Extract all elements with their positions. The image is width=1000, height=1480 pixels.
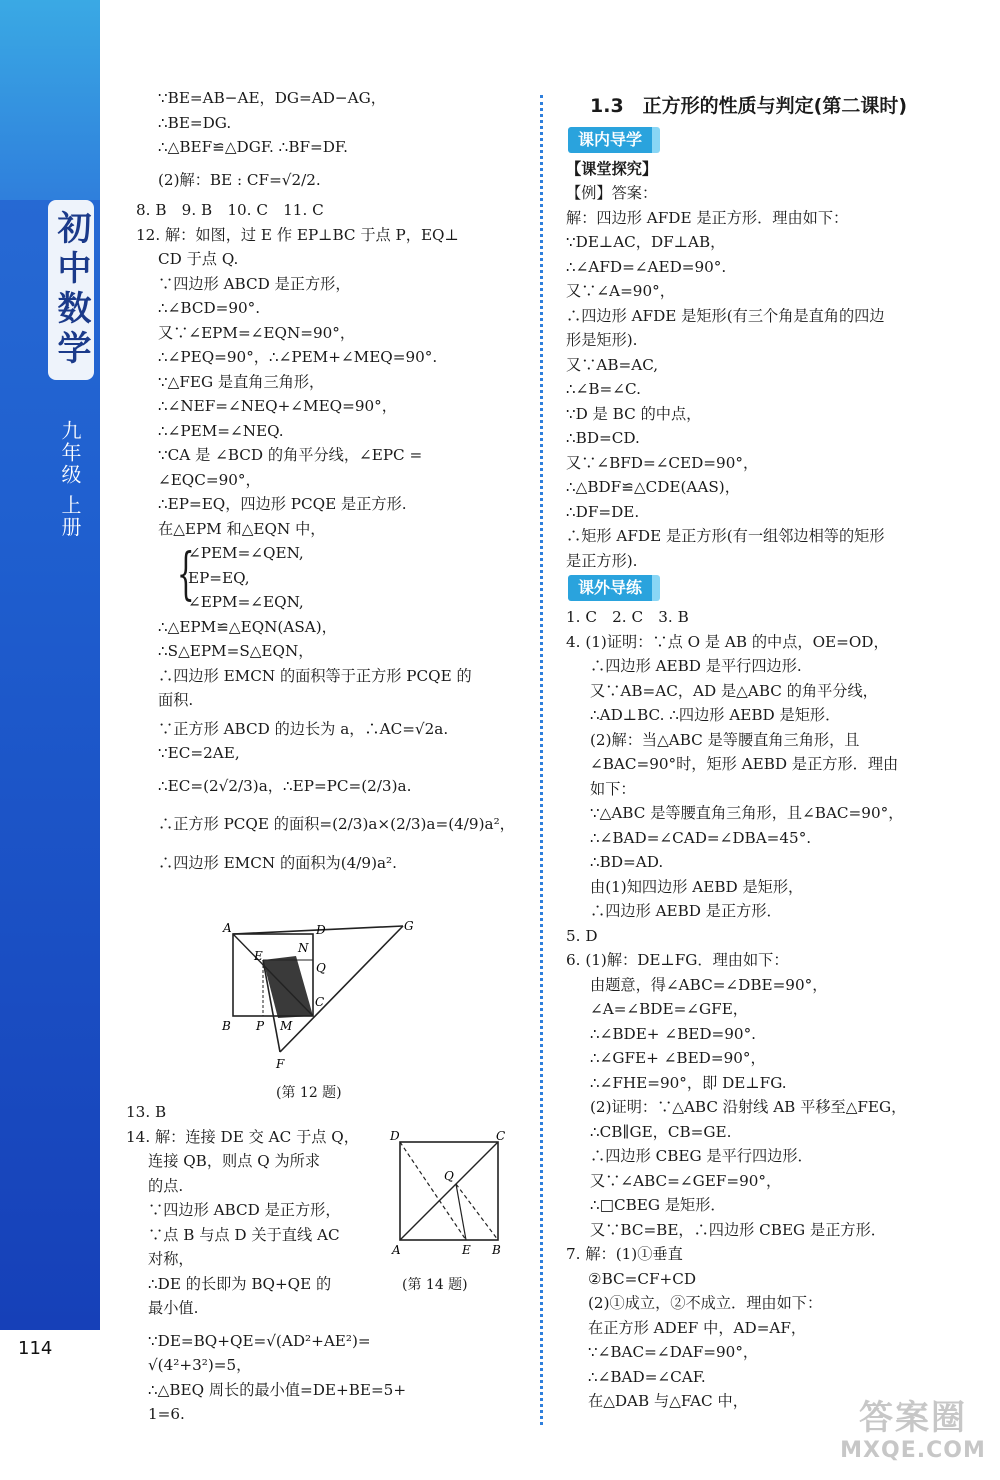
- text-line: ②BC=CF+CD: [588, 1269, 697, 1288]
- diagonal-ac: [400, 1142, 498, 1240]
- text-line: ∵△ABC 是等腰直角三角形，且∠BAC=90°，: [590, 804, 904, 822]
- text-line: ∴∠GFE+ ∠BED=90°，: [590, 1049, 766, 1067]
- text-line: ∠BAC=90°时，矩形 AEBD 是正方形．理由: [590, 755, 899, 773]
- label-d: D: [316, 923, 326, 937]
- text-line: ∴△EPM≌△EQN(ASA)，: [158, 617, 337, 636]
- text-line: (2)解：BE : CF=√2/2.: [158, 170, 321, 189]
- left-column: [136, 86, 514, 875]
- text-line: 又∵BC=BE，∴四边形 CBEG 是正方形．: [590, 1220, 886, 1239]
- text-line: ∠EPM=∠EQN,: [188, 593, 304, 611]
- figure-12-caption: (第 12 题): [276, 1085, 342, 1101]
- label-q: Q: [316, 961, 326, 975]
- text-line: 对称，: [148, 1250, 194, 1268]
- label-e: E: [254, 949, 263, 963]
- text-line: 又∵∠EPM=∠EQN=90°，: [158, 323, 356, 342]
- text-line: ∴∠BAD=∠CAF.: [588, 1367, 706, 1386]
- brace-group: [158, 541, 514, 615]
- label-e: E: [462, 1243, 471, 1257]
- section-title: 1.3 正方形的性质与判定(第二课时): [590, 95, 908, 117]
- label-c: C: [496, 1129, 506, 1143]
- text-line: ∴BD=AD.: [590, 853, 664, 871]
- left-brace: {: [176, 542, 195, 607]
- text-line: ∴四边形 AFDE 是矩形(有三个角是直角的四边: [566, 306, 885, 325]
- text-line: 由题意，得∠ABC=∠DBE=90°，: [590, 975, 828, 994]
- left-column-lower: [126, 1100, 407, 1427]
- label-a: A: [392, 1243, 401, 1257]
- text-line: ∴□CBEG 是矩形．: [590, 1196, 726, 1214]
- text-line: ∴四边形 CBEG 是平行四边形．: [590, 1147, 813, 1165]
- text-line: 如下：: [590, 779, 636, 798]
- watermark-url: MXQE.COM: [840, 1438, 986, 1463]
- text-line: 面积.: [158, 691, 194, 709]
- text-line: 是正方形).: [566, 551, 638, 570]
- text-line: ∴∠AFD=∠AED=90°.: [566, 257, 727, 276]
- sidebar-top-band: [0, 0, 100, 200]
- page-number: 114: [18, 1338, 53, 1359]
- text-line: ∵EC=2AE,: [158, 744, 240, 762]
- subheading: 【课堂探究】: [566, 159, 658, 178]
- text-line: (2)解：当△ABC 是等腰直角三角形，且: [590, 730, 860, 749]
- line-qb: [456, 1184, 498, 1240]
- text-line: 12. 解：如图，过 E 作 EP⊥BC 于点 P，EQ⊥: [136, 225, 459, 244]
- text-line: ∴矩形 AFDE 是正方形(有一组邻边相等的矩形: [566, 527, 885, 545]
- text-line: 又∵AB=AC,: [566, 355, 659, 374]
- text-line: ∵DE⊥AC，DF⊥AB，: [566, 233, 726, 251]
- text-line: (2)①成立，②不成立．理由如下：: [588, 1294, 823, 1312]
- label-d: D: [390, 1129, 400, 1143]
- text-line: ∵四边形 ABCD 是正方形，: [148, 1201, 341, 1219]
- text-line: (2)证明：∵△ABC 沿射线 AB 平移至△FEG，: [590, 1098, 907, 1116]
- text-line: ∴DE 的长即为 BQ+QE 的: [148, 1274, 332, 1293]
- watermark: [838, 1398, 988, 1470]
- text-line: ∴BE=DG.: [158, 113, 232, 132]
- label-q: Q: [444, 1169, 454, 1183]
- text-line: ∴CB∥GE，CB=GE.: [590, 1122, 732, 1141]
- label-n: N: [298, 941, 309, 955]
- tag-in-class: 课内导学: [568, 127, 660, 153]
- text-line: ∵D 是 BC 的中点，: [566, 404, 702, 423]
- text-line: ∴四边形 AEBD 是正方形．: [590, 902, 782, 920]
- text-line: 13. B: [126, 1103, 167, 1121]
- label-b: B: [492, 1243, 501, 1257]
- text-line: ∵DE=BQ+QE=√(AD²+AE²)=: [148, 1331, 371, 1350]
- text-line: 又∵∠A=90°，: [566, 282, 675, 300]
- watermark-logo: 答案圈: [859, 1398, 967, 1438]
- text-line: ∵正方形 ABCD 的边长为 a，∴AC=√2a.: [158, 719, 449, 738]
- text-line: 5. D: [566, 926, 598, 945]
- grade-label: 九年级 上册: [58, 420, 82, 539]
- text-line: ∵BE=AB−AE，DG=AD−AG，: [158, 89, 386, 107]
- text-line: ∴∠FHE=90°，即 DE⊥FG.: [590, 1073, 787, 1092]
- text-line: CD 于点 Q.: [158, 250, 239, 268]
- subject-label: 初中数学: [48, 200, 94, 380]
- text-line: ∴BD=CD.: [566, 429, 640, 447]
- text-line: 1=6.: [148, 1405, 185, 1423]
- text-line: 由(1)知四边形 AEBD 是矩形，: [590, 877, 804, 896]
- tag-after-class: 课外导练: [568, 575, 660, 601]
- text-line: ∵∠BAC=∠DAF=90°，: [588, 1343, 759, 1361]
- text-line: 最小值.: [148, 1299, 199, 1317]
- text-line: ∴四边形 EMCN 的面积等于正方形 PCQE 的: [158, 666, 472, 685]
- figure-12: [218, 918, 418, 1078]
- text-line: ∴四边形 EMCN 的面积为(4/9)a².: [158, 853, 397, 872]
- text-line: ∠EQC=90°，: [158, 470, 261, 489]
- text-line: 连接 QB，则点 Q 为所求: [148, 1152, 321, 1170]
- label-c: C: [315, 995, 325, 1009]
- text-line: ∴∠B=∠C.: [566, 380, 641, 398]
- text-line: 1. C 2. C 3. B: [566, 608, 689, 626]
- label-f: F: [276, 1057, 285, 1071]
- congruence-conditions: [136, 541, 514, 615]
- text-line: ∴DF=DE.: [566, 502, 640, 521]
- text-line: ∴EP=EQ，四边形 PCQE 是正方形.: [158, 495, 407, 513]
- line-de: [400, 1142, 466, 1240]
- text-line: 又∵∠BFD=∠CED=90°，: [566, 453, 759, 472]
- text-line: ∠A=∠BDE=∠GFE，: [590, 1000, 748, 1018]
- text-line: 8. B 9. B 10. C 11. C: [136, 201, 324, 219]
- text-line: ∴∠BCD=90°.: [158, 299, 261, 317]
- text-line: ∴四边形 AEBD 是平行四边形.: [590, 657, 802, 675]
- figure-14-caption: (第 14 题): [402, 1277, 468, 1293]
- text-line: ∴△BEF≌△DGF. ∴BF=DF.: [158, 138, 348, 156]
- text-line: 又∵AB=AC，AD 是△ABC 的角平分线，: [590, 681, 878, 700]
- label-b: B: [222, 1019, 231, 1033]
- label-p: P: [256, 1019, 265, 1033]
- label-m: M: [280, 1019, 293, 1033]
- text-line: ∴∠BAD=∠CAD=∠DBA=45°.: [590, 828, 812, 847]
- text-line: 解：四边形 AFDE 是正方形．理由如下：: [566, 208, 849, 227]
- text-line: 形是矩形).: [566, 331, 638, 349]
- text-line: 4. (1)证明：∵点 O 是 AB 的中点，OE=OD，: [566, 632, 889, 651]
- text-line: ∴∠NEF=∠NEQ+∠MEQ=90°，: [158, 397, 397, 415]
- text-line: ∴∠PEM=∠NEQ.: [158, 421, 284, 440]
- sidebar: [0, 0, 100, 1330]
- text-line: ∴△BDF≌△CDE(AAS)，: [566, 478, 740, 496]
- text-line: ∠PEM=∠QEN,: [188, 544, 304, 562]
- text-line: 6. (1)解：DE⊥FG．理由如下：: [566, 951, 789, 969]
- figure-14: [388, 1128, 512, 1264]
- text-line: √(4²+3²)=5，: [148, 1356, 252, 1374]
- text-line: ∴∠PEQ=90°，∴∠PEM+∠MEQ=90°.: [158, 348, 438, 366]
- text-line: 14. 解：连接 DE 交 AC 于点 Q，: [126, 1127, 359, 1146]
- label-a: A: [223, 921, 232, 935]
- text-line: 7. 解：(1)①垂直: [566, 1245, 683, 1263]
- text-line: 又∵∠ABC=∠GEF=90°，: [590, 1171, 782, 1190]
- text-line: 在正方形 ADEF 中，AD=AF，: [588, 1318, 807, 1337]
- label-g: G: [404, 919, 414, 933]
- text-line: ∴S△EPM=S△EQN，: [158, 642, 314, 660]
- text-line: 【例】答案：: [566, 184, 658, 202]
- text-line: ∴△BEQ 周长的最小值=DE+BE=5+: [148, 1380, 407, 1399]
- text-line: ∵四边形 ABCD 是正方形，: [158, 274, 351, 293]
- text-line: 的点.: [148, 1176, 184, 1195]
- text-line: ∵CA 是 ∠BCD 的角平分线，∠EPC =: [158, 446, 423, 464]
- text-line: ∴∠BDE+ ∠BED=90°.: [590, 1024, 756, 1043]
- right-column: [566, 94, 956, 1414]
- text-line: 在△EPM 和△EQN 中，: [158, 519, 326, 538]
- text-line: ∴EC=(2√2/3)a，∴EP=PC=(2/3)a.: [158, 776, 412, 795]
- text-line: ∵△FEG 是直角三角形，: [158, 372, 325, 391]
- text-line: ∵点 B 与点 D 关于直线 AC: [148, 1225, 340, 1244]
- text-line: 在△DAB 与△FAC 中，: [588, 1392, 748, 1410]
- text-line: EP=EQ,: [188, 568, 250, 587]
- text-line: ∴AD⊥BC. ∴四边形 AEBD 是矩形．: [590, 706, 841, 724]
- text-line: ∴正方形 PCQE 的面积=(2/3)a×(2/3)a=(4/9)a²，: [158, 815, 515, 833]
- column-divider: [540, 95, 543, 1425]
